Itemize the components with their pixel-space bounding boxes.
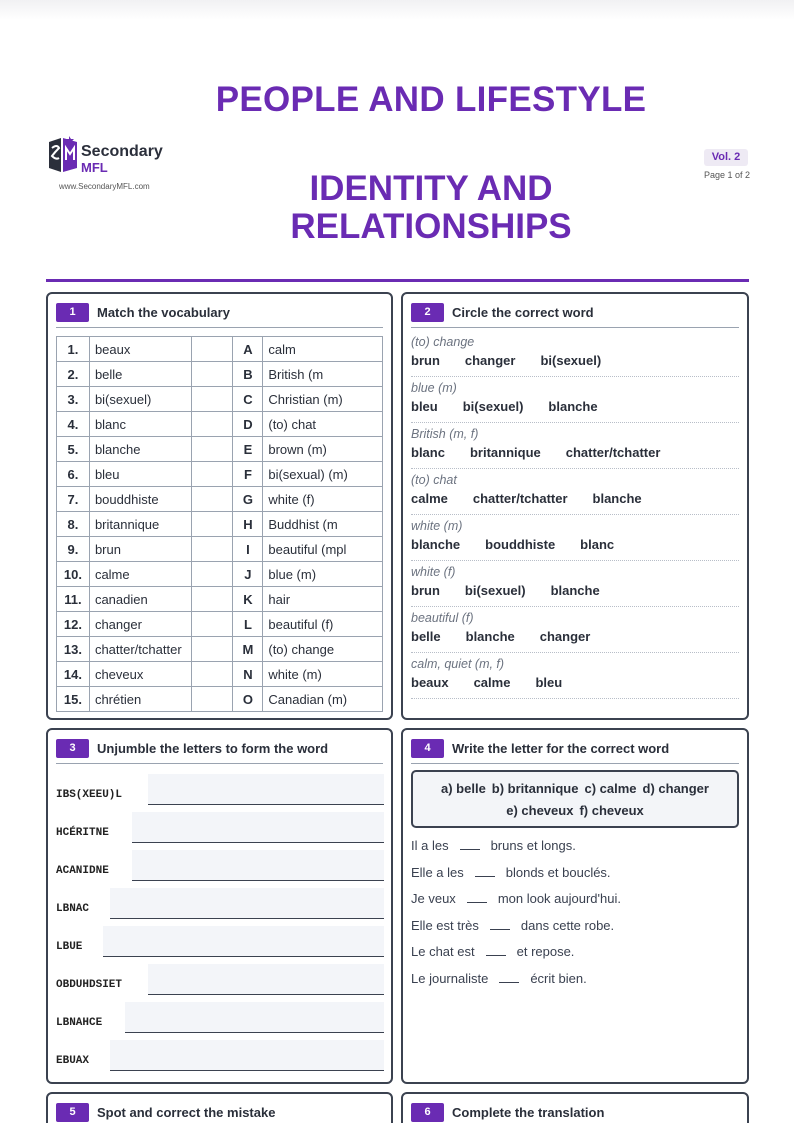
answer-cell[interactable] <box>191 587 233 612</box>
option-letter: F <box>233 462 263 487</box>
sentence-end: bruns et longs. <box>490 838 576 853</box>
fill-sentence <box>411 865 611 880</box>
word-bank-line <box>413 800 737 822</box>
answer-option[interactable]: blanche <box>411 537 461 552</box>
jumbled-letters: ACANIDNE <box>56 865 109 877</box>
english-translation: blue (m) <box>263 562 383 587</box>
row-number: 9. <box>57 537 90 562</box>
header-divider <box>46 279 749 282</box>
answer-field[interactable] <box>110 1040 384 1071</box>
section-number-badge: 2 <box>411 303 444 322</box>
section-number-badge: 4 <box>411 739 444 758</box>
french-word: beaux <box>89 337 191 362</box>
answer-options <box>411 629 615 644</box>
answer-blank[interactable] <box>460 838 480 850</box>
jumbled-letters: IBS(XEEU)L <box>56 789 123 801</box>
answer-option[interactable]: britannique <box>469 445 541 460</box>
answer-option[interactable]: blanche <box>550 583 600 598</box>
option-letter: B <box>233 362 263 387</box>
answer-option[interactable]: blanche <box>548 399 598 414</box>
section-number-badge: 5 <box>56 1103 89 1122</box>
answer-option[interactable]: beaux <box>411 675 449 690</box>
table-row <box>57 687 383 712</box>
circle-question <box>411 653 739 699</box>
table-row <box>57 637 383 662</box>
answer-options <box>411 583 625 598</box>
answer-cell[interactable] <box>191 512 233 537</box>
option-letter: J <box>233 562 263 587</box>
question-prompt: British (m, f) <box>411 427 479 441</box>
circle-question <box>411 607 739 653</box>
sentence-end: et repose. <box>516 944 575 959</box>
word-bank-item: f) cheveux <box>579 803 644 818</box>
subtitle-line-2: RELATIONSHIPS <box>290 207 572 246</box>
answer-option[interactable]: bouddhiste <box>485 537 556 552</box>
answer-cell[interactable] <box>191 612 233 637</box>
table-row <box>57 337 383 362</box>
answer-options <box>411 445 685 460</box>
english-translation: Canadian (m) <box>263 687 383 712</box>
french-word: blanc <box>89 412 191 437</box>
sentence-start: Elle a les <box>411 864 464 880</box>
option-letter: M <box>233 637 263 662</box>
volume-badge: Vol. 2 <box>704 149 748 166</box>
answer-cell[interactable] <box>191 462 233 487</box>
answer-field[interactable] <box>132 812 384 843</box>
section-title: Spot and correct the mistake <box>97 1105 276 1120</box>
table-row <box>57 487 383 512</box>
sentence-end: mon look aujourd'hui. <box>497 891 621 906</box>
unjumble-row <box>56 925 384 963</box>
sentence-start: Elle est très <box>411 917 479 933</box>
fill-sentence <box>411 944 574 959</box>
question-prompt: calm, quiet (m, f) <box>411 657 505 671</box>
sentence-start: Il a les <box>411 838 449 853</box>
section-match-vocabulary <box>46 292 393 720</box>
sentence-start: Je veux <box>411 891 456 906</box>
answer-option[interactable]: bi(sexuel) <box>464 583 526 598</box>
row-number: 13. <box>57 637 90 662</box>
answer-option[interactable]: belle <box>411 629 441 644</box>
answer-option[interactable]: bi(sexuel) <box>540 353 602 368</box>
section-unjumble <box>46 728 393 1084</box>
answer-options <box>411 399 623 414</box>
table-row <box>57 362 383 387</box>
row-number: 5. <box>57 437 90 462</box>
section-number-badge: 1 <box>56 303 89 322</box>
table-row <box>57 562 383 587</box>
circle-question <box>411 331 739 377</box>
question-prompt: blue (m) <box>411 381 457 395</box>
answer-option[interactable]: calme <box>411 491 448 506</box>
sentence-end: dans cette robe. <box>520 917 615 933</box>
page-number: Page 1 of 2 <box>703 170 750 180</box>
word-bank-item: a) belle <box>441 781 486 796</box>
circle-question <box>411 561 739 607</box>
english-translation: British (m <box>263 362 383 387</box>
unjumble-row <box>56 773 384 811</box>
circle-question <box>411 515 739 561</box>
answer-blank[interactable] <box>467 891 487 903</box>
option-letter: O <box>233 687 263 712</box>
row-number: 10. <box>57 562 90 587</box>
page-title: PEOPLE AND LIFESTYLE <box>215 80 647 119</box>
answer-options <box>411 353 626 368</box>
option-letter: G <box>233 487 263 512</box>
section-title: Circle the correct word <box>452 305 594 320</box>
answer-blank[interactable] <box>490 918 510 930</box>
answer-cell[interactable] <box>191 412 233 437</box>
section-write-letter <box>401 728 749 1084</box>
english-translation: Buddhist (m <box>263 512 383 537</box>
word-bank-line <box>413 778 737 800</box>
section-number-badge: 6 <box>411 1103 444 1122</box>
answer-field[interactable] <box>110 888 384 919</box>
answer-cell[interactable] <box>191 562 233 587</box>
french-word: blanche <box>89 437 191 462</box>
english-translation: white (m) <box>263 662 383 687</box>
vocab-table <box>56 336 383 712</box>
table-row <box>57 462 383 487</box>
section-header <box>411 1102 739 1123</box>
answer-field[interactable] <box>103 926 384 957</box>
answer-field[interactable] <box>148 774 384 805</box>
french-word: bleu <box>89 462 191 487</box>
row-number: 7. <box>57 487 90 512</box>
answer-option[interactable]: calme <box>473 675 511 690</box>
answer-option[interactable]: blanche <box>465 629 515 644</box>
jumbled-letters: LBNAHCE <box>56 1017 103 1029</box>
word-bank-item: c) calme <box>584 781 637 796</box>
english-translation: beautiful (f) <box>263 612 383 637</box>
unjumble-row <box>56 1039 384 1077</box>
answer-blank[interactable] <box>499 971 519 983</box>
question-prompt: beautiful (f) <box>411 611 474 625</box>
table-row <box>57 612 383 637</box>
english-translation: Christian (m) <box>263 387 383 412</box>
option-letter: L <box>233 612 263 637</box>
option-letter: I <box>233 537 263 562</box>
row-number: 2. <box>57 362 90 387</box>
question-prompt: white (f) <box>411 565 456 579</box>
french-word: cheveux <box>89 662 191 687</box>
english-translation: calm <box>263 337 383 362</box>
section-header <box>56 302 383 328</box>
circle-question <box>411 423 739 469</box>
circle-question <box>411 469 739 515</box>
option-letter: D <box>233 412 263 437</box>
row-number: 11. <box>57 587 90 612</box>
row-number: 3. <box>57 387 90 412</box>
section-title: Complete the translation <box>452 1105 605 1120</box>
answer-option[interactable]: bi(sexuel) <box>462 399 524 414</box>
answer-option[interactable]: blanc <box>411 445 445 460</box>
section-circle-correct-word <box>401 292 749 720</box>
question-prompt: white (m) <box>411 519 463 533</box>
answer-option[interactable]: bleu <box>535 675 563 690</box>
word-bank-item: e) cheveux <box>506 803 574 818</box>
jumbled-letters: OBDUHDSIET <box>56 979 123 991</box>
section-spot-mistake <box>46 1092 393 1123</box>
table-row <box>57 437 383 462</box>
answer-options <box>411 537 639 552</box>
english-translation: (to) change <box>263 637 383 662</box>
word-bank <box>411 770 739 828</box>
answer-field[interactable] <box>125 1002 384 1033</box>
answer-option[interactable]: blanche <box>592 491 642 506</box>
answer-cell[interactable] <box>191 687 233 712</box>
english-translation: bi(sexual) (m) <box>263 462 383 487</box>
answer-cell[interactable] <box>191 662 233 687</box>
french-word: canadien <box>89 587 191 612</box>
row-number: 14. <box>57 662 90 687</box>
french-word: calme <box>89 562 191 587</box>
section-header <box>411 302 739 328</box>
answer-field[interactable] <box>148 964 384 995</box>
answer-cell[interactable] <box>191 362 233 387</box>
question-prompt: (to) chat <box>411 473 457 487</box>
sentence-start: Le journaliste <box>411 970 489 986</box>
french-word: bouddhiste <box>89 487 191 512</box>
unjumble-row <box>56 963 384 1001</box>
french-word: belle <box>89 362 191 387</box>
secondarymfl-logo-icon <box>47 136 79 176</box>
answer-option[interactable]: chatter/tchatter <box>472 491 568 506</box>
table-row <box>57 587 383 612</box>
section-header <box>56 1102 383 1123</box>
french-word: changer <box>89 612 191 637</box>
question-prompt: (to) change <box>411 335 475 349</box>
answer-option[interactable]: blanc <box>580 537 615 552</box>
jumbled-letters: LBNAC <box>56 903 90 915</box>
row-number: 8. <box>57 512 90 537</box>
row-number: 1. <box>57 337 90 362</box>
sentence-start: Le chat est <box>411 944 475 959</box>
fill-sentence <box>411 891 621 906</box>
english-translation: beautiful (mpl <box>263 537 383 562</box>
option-letter: K <box>233 587 263 612</box>
row-number: 12. <box>57 612 90 637</box>
option-letter: N <box>233 662 263 687</box>
answer-blank[interactable] <box>486 944 506 956</box>
unjumble-row <box>56 811 384 849</box>
sentence-end: écrit bien. <box>530 970 587 986</box>
english-translation: (to) chat <box>263 412 383 437</box>
french-word: chrétien <box>89 687 191 712</box>
row-number: 6. <box>57 462 90 487</box>
word-bank-item: b) britannique <box>491 781 579 796</box>
jumbled-letters: LBUE <box>56 941 83 953</box>
answer-option[interactable]: brun <box>411 583 440 598</box>
english-translation: brown (m) <box>263 437 383 462</box>
section-title: Match the vocabulary <box>97 305 230 320</box>
table-row <box>57 412 383 437</box>
answer-option[interactable]: bleu <box>411 399 438 414</box>
section-title: Write the letter for the correct word <box>452 741 670 756</box>
section-complete-translation <box>401 1092 749 1123</box>
fill-sentence <box>411 838 576 853</box>
answer-cell[interactable] <box>191 437 233 462</box>
unjumble-row <box>56 887 384 925</box>
answer-option[interactable]: changer <box>464 353 516 368</box>
circle-question <box>411 377 739 423</box>
french-word: bi(sexuel) <box>89 387 191 412</box>
subtitle-line-1: IDENTITY AND <box>309 169 553 208</box>
table-row <box>57 387 383 412</box>
answer-options <box>411 491 667 506</box>
unjumble-row <box>56 849 384 887</box>
option-letter: A <box>233 337 263 362</box>
answer-cell[interactable] <box>191 387 233 412</box>
answer-option[interactable]: brun <box>411 353 440 368</box>
answer-cell[interactable] <box>191 337 233 362</box>
french-word: chatter/tchatter <box>89 637 191 662</box>
answer-option[interactable]: chatter/tchatter <box>565 445 661 460</box>
top-shade <box>0 0 794 20</box>
answer-cell[interactable] <box>191 487 233 512</box>
answer-options <box>411 675 587 690</box>
french-word: britannique <box>89 512 191 537</box>
english-translation: hair <box>263 587 383 612</box>
jumbled-letters: EBUAX <box>56 1055 90 1067</box>
section-number-badge: 3 <box>56 739 89 758</box>
answer-option[interactable]: changer <box>539 629 591 644</box>
english-translation: white (f) <box>263 487 383 512</box>
answer-blank[interactable] <box>475 865 495 877</box>
option-letter: E <box>233 437 263 462</box>
option-letter: C <box>233 387 263 412</box>
fill-sentence <box>411 971 587 986</box>
unjumble-row <box>56 1001 384 1039</box>
section-title: Unjumble the letters to form the word <box>97 741 329 756</box>
option-letter: H <box>233 512 263 537</box>
logo-url: www.SecondaryMFL.com <box>59 182 150 191</box>
logo-text-mfl: MFL <box>81 160 108 175</box>
section-header <box>411 738 739 764</box>
word-bank-item: d) changer <box>642 781 709 796</box>
row-number: 4. <box>57 412 90 437</box>
logo-text-secondary: Secondary <box>81 143 163 160</box>
table-row <box>57 512 383 537</box>
table-row <box>57 662 383 687</box>
page-subtitle <box>86 170 776 246</box>
answer-cell[interactable] <box>191 637 233 662</box>
row-number: 15. <box>57 687 90 712</box>
sentence-end: blonds et bouclés. <box>505 864 611 880</box>
section-header <box>56 738 383 764</box>
french-word: brun <box>89 537 191 562</box>
answer-cell[interactable] <box>191 537 233 562</box>
fill-sentence <box>411 918 614 933</box>
jumbled-letters: HCÉRITNE <box>56 827 109 839</box>
table-row <box>57 537 383 562</box>
answer-field[interactable] <box>132 850 384 881</box>
